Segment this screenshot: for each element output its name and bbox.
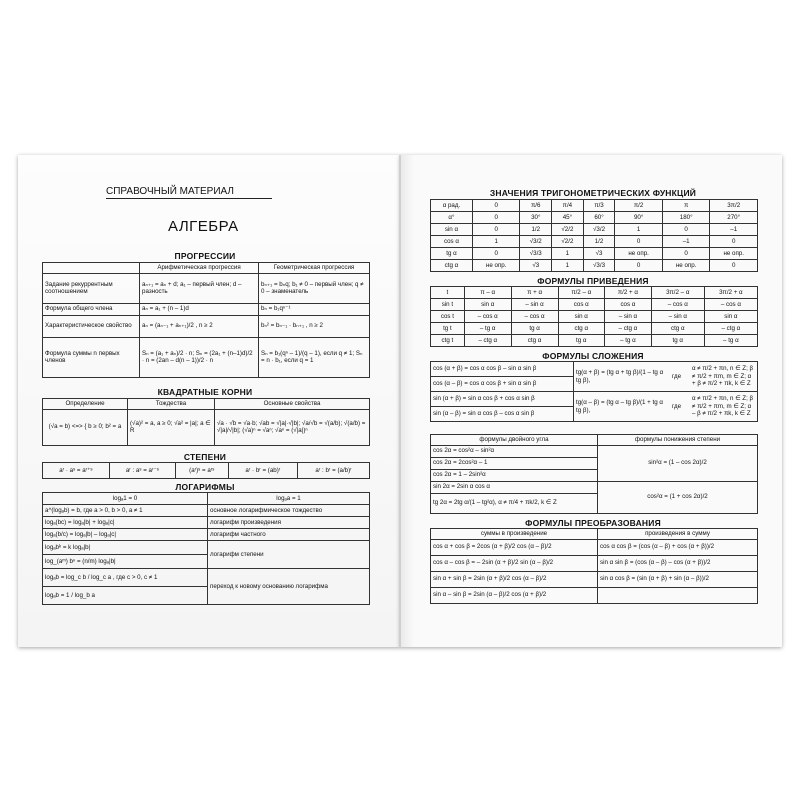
reduction-cell-0-1: π – α <box>464 287 511 299</box>
trig-cell-0-0: α рад. <box>431 200 473 212</box>
prog-col-0 <box>43 263 140 274</box>
reduction-cell-2-1: – cos α <box>464 311 511 323</box>
transform-col-sum: суммы в произведение <box>431 529 598 540</box>
prog-row-0-arith: aₙ₊₁ = aₙ + d; a₁ – первый член; d – разность <box>140 273 259 303</box>
trig-cell-2-1: 0 <box>472 224 520 236</box>
trig-cell-3-7: 0 <box>710 236 758 248</box>
reduction-cell-2-5: – sin α <box>651 311 704 323</box>
trig-cell-0-6: π <box>662 200 710 212</box>
power-rule-product: aʳ · aˢ = aʳ⁺ˢ <box>43 463 110 479</box>
reduction-cell-2-3: sin α <box>558 311 604 323</box>
log-row-4-note: логарифм степени <box>208 541 370 569</box>
log-row-0-note: logₐa = 1 <box>208 493 370 505</box>
roots-col-0: Определение <box>43 399 128 410</box>
power-rule-quotient-base: aʳ : bʳ = (a/b)ʳ <box>298 463 370 479</box>
power-rule-product-base: aʳ · bʳ = (ab)ʳ <box>228 463 297 479</box>
trig-cell-5-5: 0 <box>615 260 663 272</box>
reduction-cell-4-2: ctg α <box>511 335 558 347</box>
transform-left-0: cos α + cos β = 2cos (α + β)/2 cos (α – β)/2 <box>431 539 598 555</box>
reduction-cell-1-6: – cos α <box>704 299 757 311</box>
trig-cell-1-7: 270° <box>710 212 758 224</box>
reduction-cell-3-6: – ctg α <box>704 323 757 335</box>
reduction-cell-2-6: sin α <box>704 311 757 323</box>
addition-sin-minus: sin (α – β) = sin α cos β – cos α sin β <box>431 407 574 422</box>
log-row-3-note: логарифм частного <box>208 529 370 541</box>
addition-where-minus: где <box>670 392 690 422</box>
reduction-cell-4-1: – ctg α <box>464 335 511 347</box>
addition-cos-plus: cos (α + β) = cos α cos β – sin α sin β <box>431 362 574 377</box>
prog-row-1-arith: aₙ = a₁ + (n – 1)d <box>140 303 259 315</box>
reduction-cell-4-4: – tg α <box>605 335 652 347</box>
addition-tg-plus: tg(α + β) = (tg α + tg β)/(1 – tg α tg β), <box>574 362 671 392</box>
transform-left-1: cos α – cos β = – 2sin (α + β)/2 sin (α – β)/2 <box>431 555 598 571</box>
log-row-4-formula: logₐbᵏ = k logₐ|b| <box>43 541 208 555</box>
addition-where-plus: где <box>670 362 690 392</box>
progressions-header: ПРОГРЕССИИ <box>174 251 236 261</box>
roots-header: КВАДРАТНЫЕ КОРНИ <box>157 387 253 397</box>
prog-col-1: Арифметическая прогрессия <box>140 263 259 274</box>
trig-cell-0-2: π/6 <box>520 200 552 212</box>
trig-cell-1-0: α° <box>431 212 473 224</box>
logs-header: ЛОГАРИФМЫ <box>175 482 235 492</box>
trig-cell-2-5: 1 <box>615 224 663 236</box>
transform-header: ФОРМУЛЫ ПРЕОБРАЗОВАНИЯ <box>525 518 661 528</box>
log-row-0-formula: logₐ1 = 0 <box>43 493 208 505</box>
reduction-header: ФОРМУЛЫ ПРИВЕДЕНИЯ <box>537 276 649 286</box>
transform-right-3 <box>598 587 758 603</box>
reduction-cell-3-0: tg t <box>431 323 465 335</box>
reduction-cell-3-4: – ctg α <box>605 323 652 335</box>
transform-col-product: произведения в сумму <box>598 529 758 540</box>
trig-cell-3-0: cos α <box>431 236 473 248</box>
trig-cell-1-6: 180° <box>662 212 710 224</box>
addition-cos-minus: cos (α – β) = cos α cos β + sin α sin β <box>431 377 574 392</box>
roots-identities: (√a)² = a, a ≥ 0; √a² = |a|; a ∈ R <box>128 409 215 445</box>
log-row-7-formula: logₐb = 1 / log_b a <box>43 587 208 605</box>
trig-cell-1-5: 90° <box>615 212 663 224</box>
prog-row-1-geom: bₙ = b₁qⁿ⁻¹ <box>259 303 370 315</box>
trig-cell-1-1: 0 <box>472 212 520 224</box>
roots-col-1: Тождества <box>128 399 215 410</box>
addition-header: ФОРМУЛЫ СЛОЖЕНИЯ <box>542 351 644 361</box>
trig-cell-4-2: √3/3 <box>520 248 552 260</box>
powers-header: СТЕПЕНИ <box>183 452 227 462</box>
log-row-2-note: логарифм произведения <box>208 517 370 529</box>
double-row-3: sin 2α = 2sin α cos α <box>431 481 598 493</box>
trig-cell-0-3: π/4 <box>552 200 584 212</box>
trig-cell-4-7: не опр. <box>710 248 758 260</box>
prog-row-2-geom: bₙ² = bₙ₋₁ · bₙ₊₁ , n ≥ 2 <box>259 315 370 337</box>
trig-cell-4-0: tg α <box>431 248 473 260</box>
double-row-1: cos 2α = 2cos²α – 1 <box>431 457 598 469</box>
trig-values-header: ЗНАЧЕНИЯ ТРИГОНОМЕТРИЧЕСКИХ ФУНКЦИЙ <box>489 188 697 198</box>
reduction-cell-4-3: tg α <box>558 335 604 347</box>
trig-cell-3-4: 1/2 <box>583 236 615 248</box>
trig-cell-5-6: не опр. <box>662 260 710 272</box>
reduction-cell-3-3: ctg α <box>558 323 604 335</box>
addition-table <box>430 361 758 422</box>
reduction-cell-0-6: 3π/2 + α <box>704 287 757 299</box>
trig-cell-3-5: 0 <box>615 236 663 248</box>
trig-cell-2-4: √3/2 <box>583 224 615 236</box>
log-row-5-formula: log_(aᵐ) bⁿ = (n/m) logₐ|b| <box>43 555 208 569</box>
trig-cell-3-1: 1 <box>472 236 520 248</box>
double-angle-col-header: формулы двойного угла <box>431 435 598 446</box>
reduction-cell-0-2: π + α <box>511 287 558 299</box>
trig-cell-2-0: sin α <box>431 224 473 236</box>
power-reduction-sin: sin²α = (1 – cos 2α)/2 <box>598 445 758 481</box>
reference-title: СПРАВОЧНЫЙ МАТЕРИАЛ <box>106 186 234 197</box>
log-row-3-formula: logₐ(b/c) = logₐ|b| – logₐ|c| <box>43 529 208 541</box>
reduction-cell-1-3: cos α <box>558 299 604 311</box>
reduction-cell-4-6: – tg α <box>704 335 757 347</box>
double-angle-table <box>430 434 758 514</box>
reduction-cell-3-1: – tg α <box>464 323 511 335</box>
reduction-cell-4-0: ctg t <box>431 335 465 347</box>
trig-cell-4-6: 0 <box>662 248 710 260</box>
reduction-cell-1-0: sin t <box>431 299 465 311</box>
trig-cell-1-3: 45° <box>552 212 584 224</box>
power-reduction-col-header: формулы понижения степени <box>598 435 758 446</box>
trig-cell-1-4: 60° <box>583 212 615 224</box>
reduction-cell-1-2: – sin α <box>511 299 558 311</box>
reduction-cell-2-0: cos t <box>431 311 465 323</box>
transform-left-3: sin α – sin β = 2sin (α – β)/2 cos (α + β)/2 <box>431 587 598 603</box>
powers-table <box>42 462 370 479</box>
log-row-1-formula: a^(logₐb) = b, где a > 0, b > 0, a ≠ 1 <box>43 505 208 517</box>
addition-cond-plus: α ≠ π/2 + πn, n ∈ Z; β ≠ π/2 + πm, m ∈ Z; α + β ≠ π/2 + πk, k ∈ Z <box>690 362 758 392</box>
reduction-cell-1-4: cos α <box>605 299 652 311</box>
trig-cell-2-7: –1 <box>710 224 758 236</box>
trig-cell-3-3: √2/2 <box>552 236 584 248</box>
trig-cell-5-3: 1 <box>552 260 584 272</box>
trig-cell-2-2: 1/2 <box>520 224 552 236</box>
log-row-1-note: основное логарифмическое тождество <box>208 505 370 517</box>
power-reduction-cos: cos²α = (1 + cos 2α)/2 <box>598 481 758 513</box>
book-spine <box>399 155 401 647</box>
progressions-table <box>42 262 370 378</box>
reduction-cell-0-3: π/2 – α <box>558 287 604 299</box>
prog-row-3-arith: Sₙ = (a₁ + aₙ)/2 · n; Sₙ = (2a₁ + (n–1)d)/2 · n = (2an – d(n – 1))/2 · n <box>140 337 259 377</box>
reduction-table <box>430 286 758 347</box>
title-underline <box>106 198 272 199</box>
roots-definition: (√a = b) <=> { b ≥ 0; b² = a <box>43 409 128 445</box>
trig-cell-0-1: 0 <box>472 200 520 212</box>
log-row-6-formula: logₐb = log_c b / log_c a , где c > 0, c ≠ 1 <box>43 569 208 587</box>
algebra-title: АЛГЕБРА <box>168 218 239 235</box>
trig-cell-3-6: –1 <box>662 236 710 248</box>
reduction-cell-2-2: – cos α <box>511 311 558 323</box>
reduction-cell-3-5: ctg α <box>651 323 704 335</box>
trig-values-table <box>430 199 758 272</box>
trig-cell-4-3: 1 <box>552 248 584 260</box>
roots-properties: √a · √b = √a·b; √ab = √|a|·√|b|; √a/√b = √(a/b); √(a/b) = √|a|/√|b|; (√a)ⁿ = √aⁿ; √aⁿ = (√|a|)ⁿ <box>215 409 370 445</box>
trig-cell-5-1: не опр. <box>472 260 520 272</box>
prog-row-2-arith: aₙ = (aₙ₋₁ + aₙ₊₁)/2 , n ≥ 2 <box>140 315 259 337</box>
transform-right-0: cos α cos β = (cos (α – β) + cos (α + β))/2 <box>598 539 758 555</box>
reduction-cell-0-4: π/2 + α <box>605 287 652 299</box>
trig-cell-5-0: ctg α <box>431 260 473 272</box>
reduction-cell-0-5: 3π/2 – α <box>651 287 704 299</box>
roots-col-2: Основные свойства <box>215 399 370 410</box>
addition-cond-minus: α ≠ π/2 + πn, n ∈ Z; β ≠ π/2 + πm, m ∈ Z; α – β ≠ π/2 + πk, k ∈ Z <box>690 392 758 422</box>
prog-row-1-label: Формула общего члена <box>43 303 140 315</box>
addition-sin-plus: sin (α + β) = sin α cos β + cos α sin β <box>431 392 574 407</box>
trig-cell-0-7: 3π/2 <box>710 200 758 212</box>
trig-cell-0-5: π/2 <box>615 200 663 212</box>
log-row-2-formula: logₐ(bc) = logₐ|b| + logₐ|c| <box>43 517 208 529</box>
log-row-6-note: переход к новому основанию логарифма <box>208 569 370 605</box>
trig-cell-2-3: √2/2 <box>552 224 584 236</box>
reduction-cell-4-5: tg α <box>651 335 704 347</box>
double-row-2: cos 2α = 1 – 2sin²α <box>431 469 598 481</box>
reduction-cell-1-1: sin α <box>464 299 511 311</box>
prog-col-2: Геометрическая прогрессия <box>259 263 370 274</box>
trig-cell-5-2: √3 <box>520 260 552 272</box>
power-rule-power: (aʳ)ˢ = aʳˢ <box>175 463 228 479</box>
prog-row-2-label: Характеристическое свойство <box>43 315 140 337</box>
transform-right-1: sin α sin β = (cos (α – β) – cos (α + β))/2 <box>598 555 758 571</box>
prog-row-3-geom: Sₙ = b₁(qⁿ – 1)/(q – 1), если q ≠ 1; Sₙ = n · b₁, если q = 1 <box>259 337 370 377</box>
reduction-cell-3-2: tg α <box>511 323 558 335</box>
power-rule-quotient: aʳ : aˢ = aʳ⁻ˢ <box>109 463 175 479</box>
trig-cell-5-7: 0 <box>710 260 758 272</box>
prog-row-0-geom: bₙ₊₁ = bₙq; b₁ ≠ 0 – первый член; q ≠ 0 – знаменатель <box>259 273 370 303</box>
trig-cell-1-2: 30° <box>520 212 552 224</box>
logs-table <box>42 492 370 605</box>
trig-cell-4-1: 0 <box>472 248 520 260</box>
transform-left-2: sin α + sin β = 2sin (α + β)/2 cos (α – β)/2 <box>431 571 598 587</box>
roots-table <box>42 398 370 446</box>
trig-cell-4-4: √3 <box>583 248 615 260</box>
reduction-cell-1-5: – cos α <box>651 299 704 311</box>
transform-right-2: sin α cos β = (sin (α + β) + sin (α – β))/2 <box>598 571 758 587</box>
prog-row-3-label: Формула суммы n первых членов <box>43 337 140 377</box>
trig-cell-2-6: 0 <box>662 224 710 236</box>
trig-cell-0-4: π/3 <box>583 200 615 212</box>
trig-cell-5-4: √3/3 <box>583 260 615 272</box>
trig-cell-4-5: не опр. <box>615 248 663 260</box>
transform-table <box>430 528 758 604</box>
reduction-cell-0-0: t <box>431 287 465 299</box>
prog-row-0-label: Задание рекуррентным соотношением <box>43 273 140 303</box>
double-row-0: cos 2α = cos²α – sin²α <box>431 445 598 457</box>
addition-tg-minus: tg(α – β) = (tg α – tg β)/(1 + tg α tg β), <box>574 392 671 422</box>
trig-cell-3-2: √3/2 <box>520 236 552 248</box>
reduction-cell-2-4: – sin α <box>605 311 652 323</box>
double-row-4: tg 2α = 2tg α/(1 – tg²α), α ≠ π/4 + πk/2, k ∈ Z <box>431 493 598 513</box>
